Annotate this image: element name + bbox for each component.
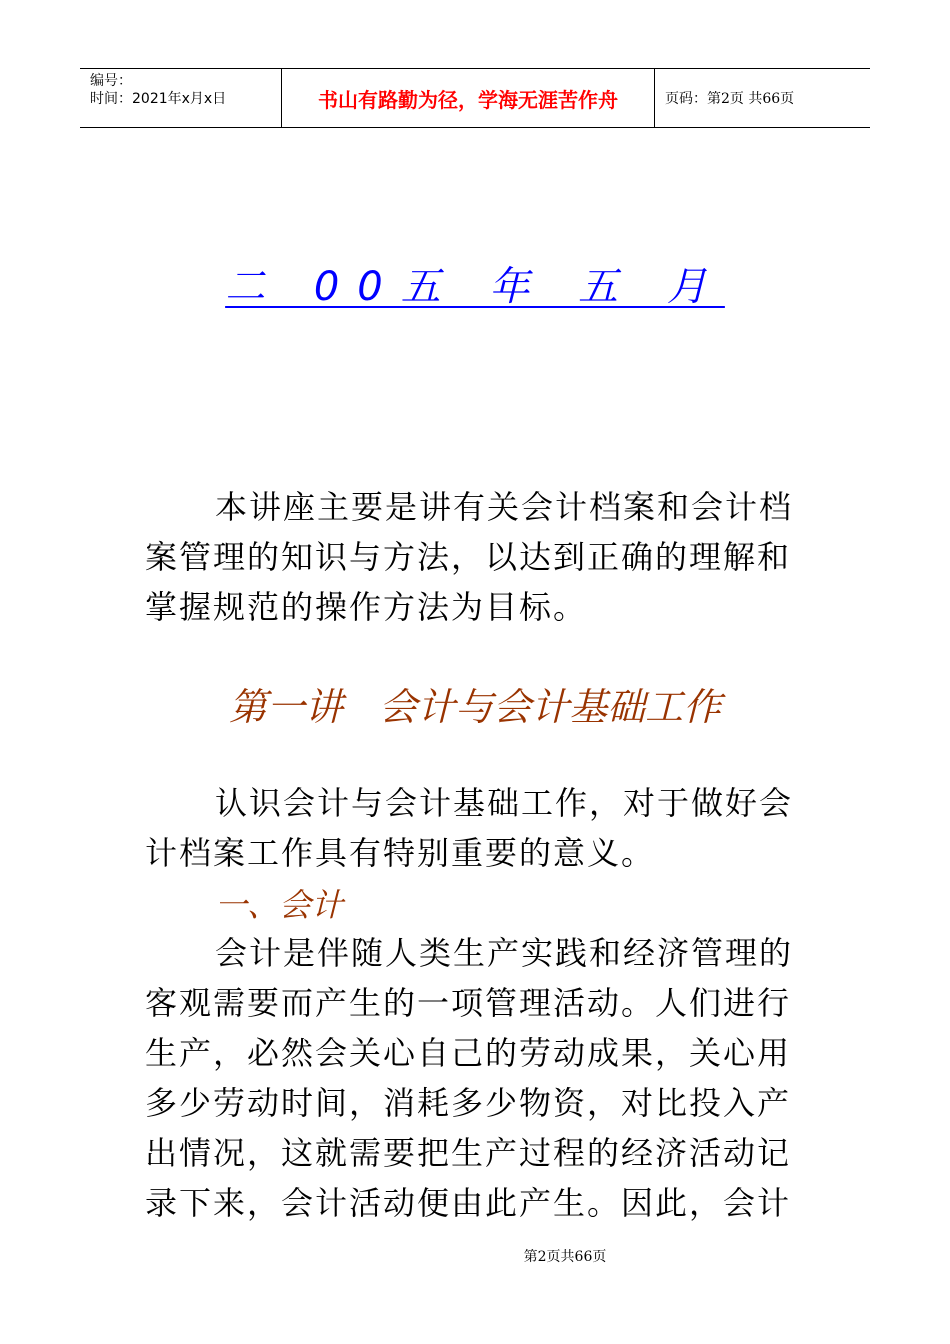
header-page-info: 页码：第2页 共66页 xyxy=(665,91,795,107)
header-divider-right xyxy=(654,69,655,127)
page-header xyxy=(80,68,870,128)
header-motto: 书山有路勤为径，学海无涯苦作舟 xyxy=(318,87,618,112)
intro-text: 本讲座主要是讲有关会计档案和会计档案管理的知识与方法，以达到正确的理解和掌握规范的操作方法为目标。 xyxy=(145,488,794,626)
intro-paragraph xyxy=(145,482,810,632)
section-body-text: 会计是伴随人类生产实践和经济管理的客观需要而产生的一项管理活动。人们进行生产，必然会关心自己的劳动成果，关心用多少劳动时间，消耗多少物资，对比投入产出情况，这就需要把生产过程的经济活动记录下来，会计活动便由此产生。因此，会计 xyxy=(145,934,794,1222)
section-body-paragraph xyxy=(145,928,810,1228)
header-time-label: 时间：2021年x月x日 xyxy=(90,91,227,107)
date-title: 二 00五 年 五 月 xyxy=(225,264,725,310)
lecture-title: 第一讲 会计与会计基础工作 xyxy=(228,685,722,729)
page-footer: 第2页共66页 xyxy=(523,1249,607,1265)
lecture-intro-paragraph xyxy=(145,778,810,878)
lecture-intro-text: 认识会计与会计基础工作，对于做好会计档案工作具有特别重要的意义。 xyxy=(145,784,794,872)
section-heading: 一、会计 xyxy=(215,886,344,924)
header-number-label: 编号： xyxy=(90,73,132,89)
header-meta xyxy=(90,72,285,108)
